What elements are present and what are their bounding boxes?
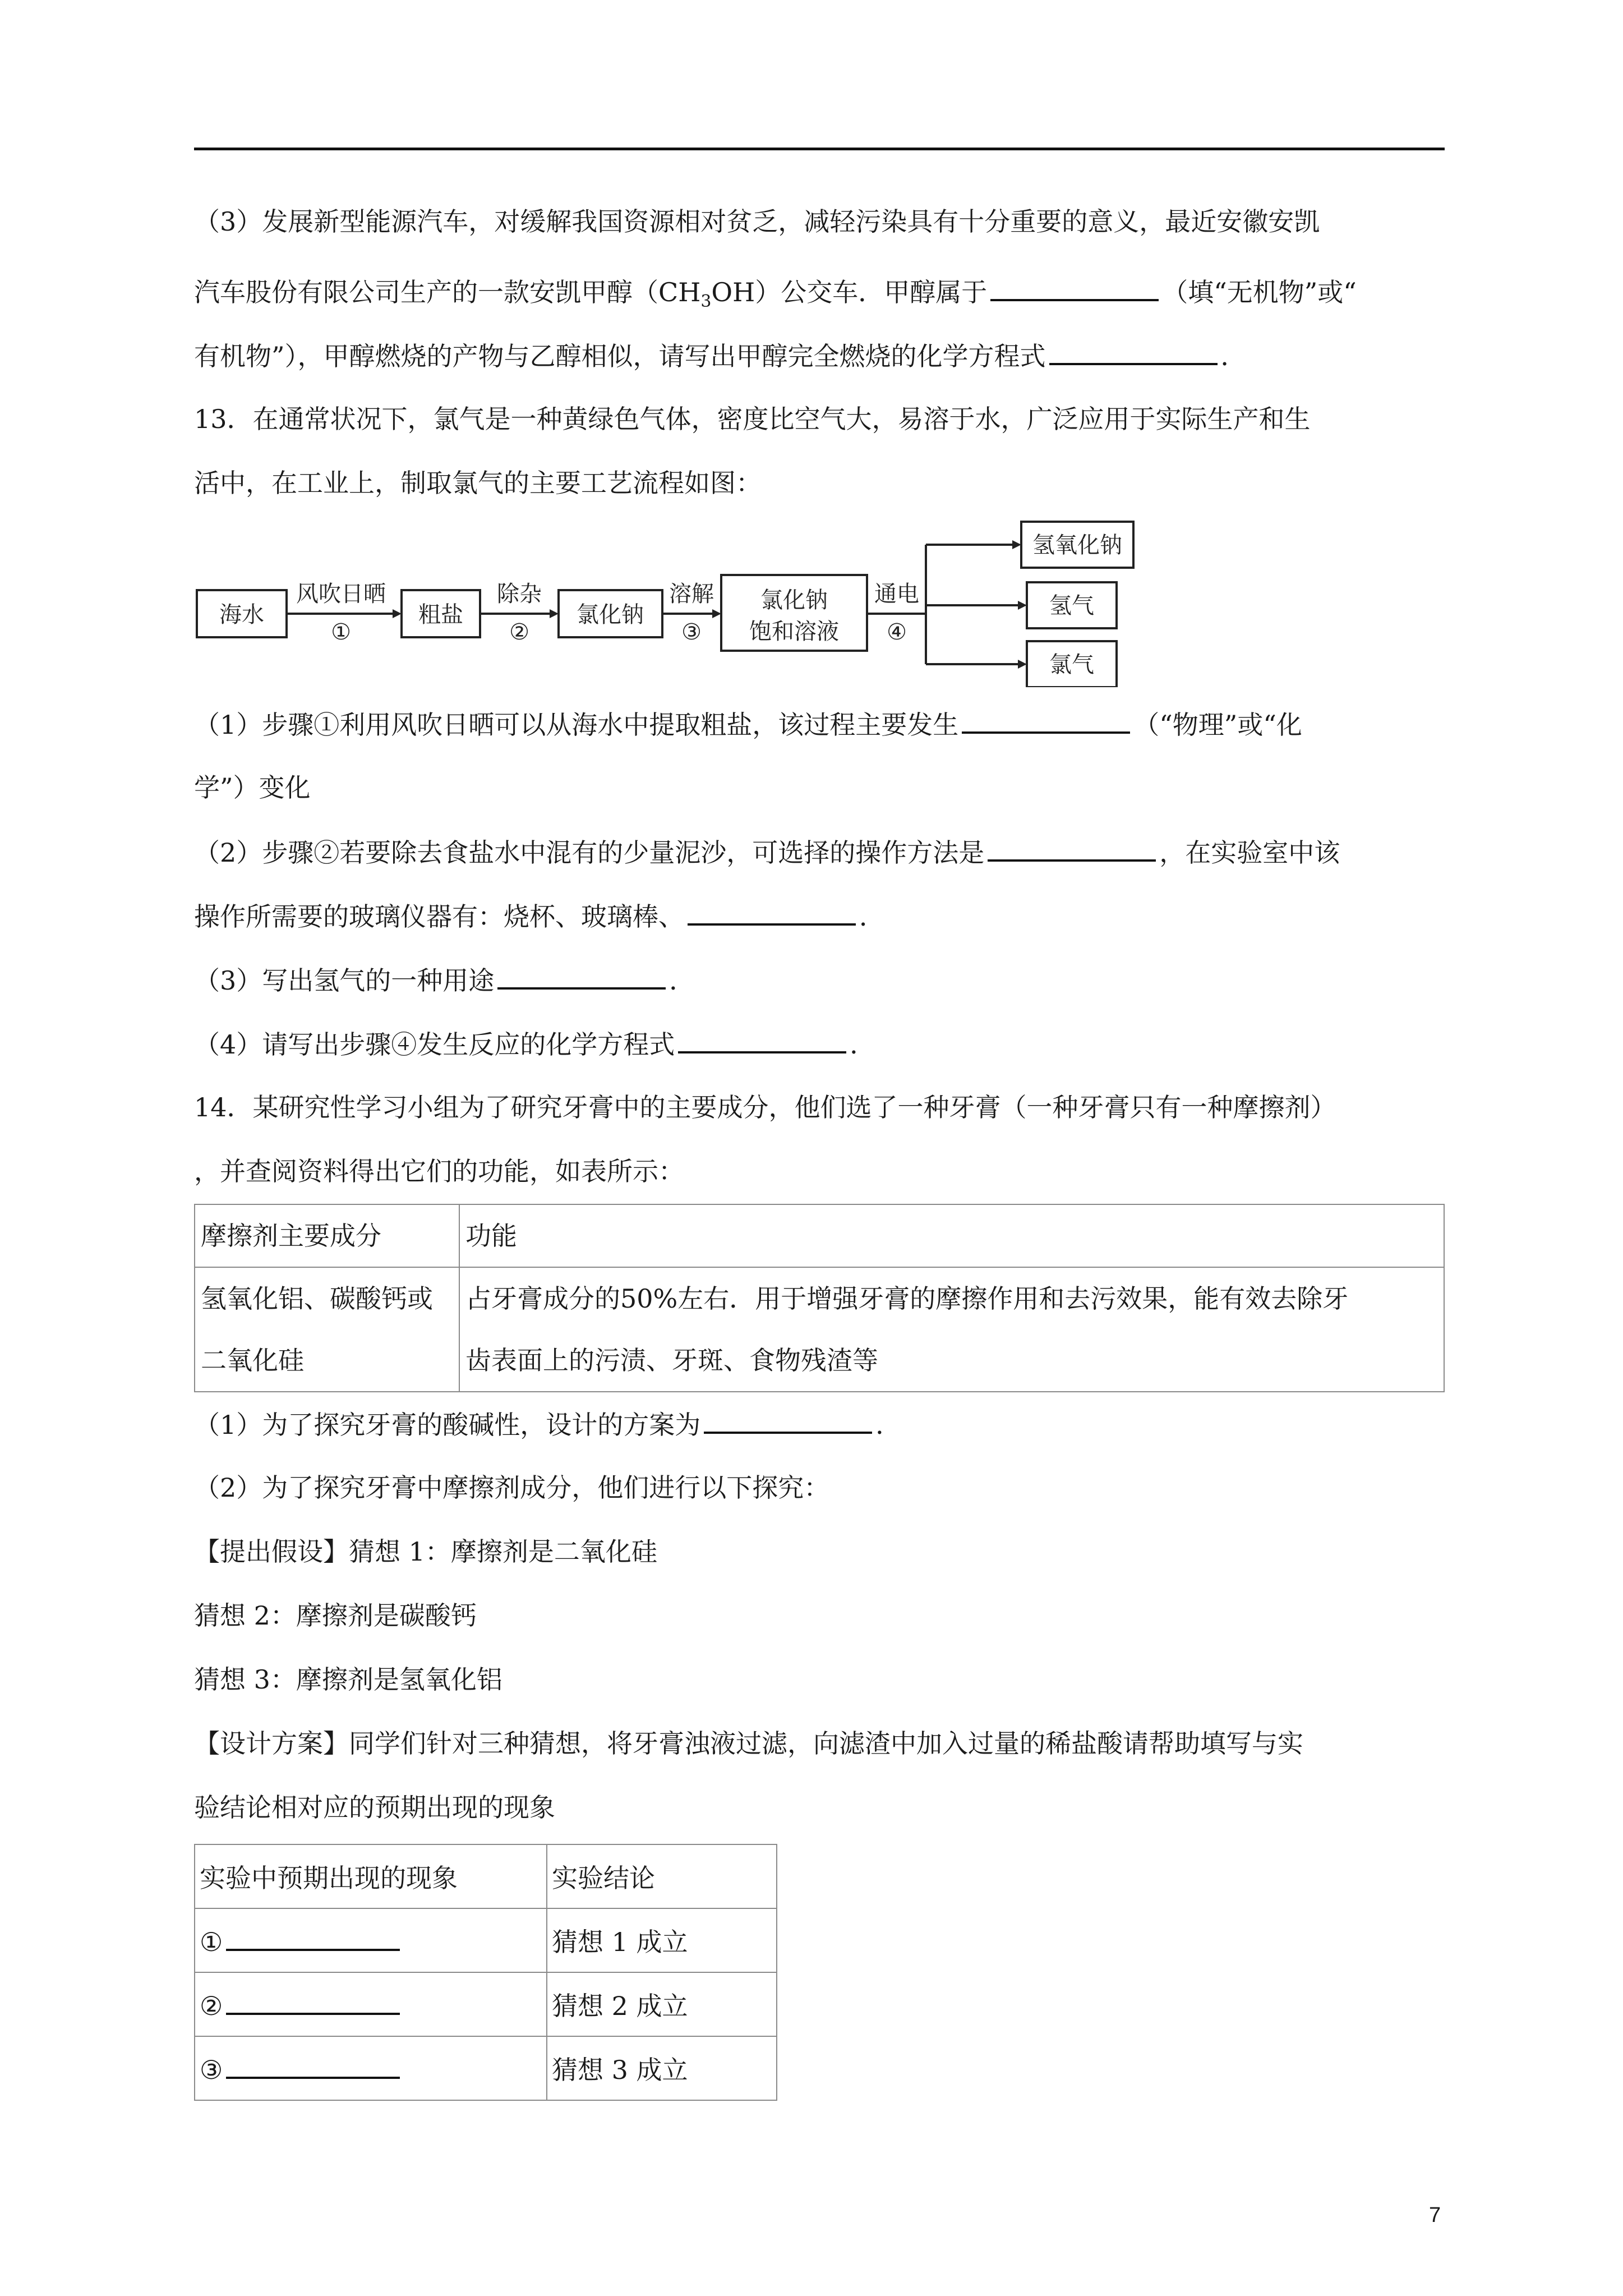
q12-p3-line2: 汽车股份有限公司生产的一款安凯甲醇$(CH_3OH)$公交车．甲醇属于 （填“无机物”或“ — [194, 274, 1357, 319]
q13-line2: 活中，在工业上，制取氯气的主要工艺流程如图： — [194, 468, 762, 498]
q14-line1: 14．某研究性学习小组为了研究牙膏中的主要成分，他们选了一种牙膏（一种牙膏只有一种摩擦剂） — [194, 1092, 1336, 1122]
q13-s2-line1: （2）步骤②若要除去食盐水中混有的少量泥沙，可选择的操作方法是 ，在实验室中该 — [194, 835, 1340, 869]
answer-blank[interactable] — [226, 2052, 400, 2079]
table1-header-component: 摩擦剂主要成分 — [195, 1204, 459, 1267]
q14-design-line1: 【设计方案】同学们针对三种猜想，将牙膏浊液过滤，向滤渣中加入过量的稀盐酸请帮助填写与实 — [194, 1728, 1303, 1759]
table1-header-function: 功能 — [459, 1204, 1444, 1267]
answer-blank[interactable] — [497, 963, 666, 990]
answer-blank[interactable] — [704, 1407, 872, 1434]
table2-header-conclusion: 实验结论 — [547, 1844, 777, 1908]
table2-row2-phenomenon: ② — [195, 1972, 547, 2036]
abrasive-function-table — [194, 1204, 1445, 1392]
table2-row3-phenomenon: ③ — [195, 2036, 547, 2100]
table2-row1-conclusion: 猜想 1 成立 — [547, 1908, 777, 1972]
flow-arrow1-label: 风吹日晒 — [296, 581, 386, 607]
q14-p2: （2）为了探究牙膏中摩擦剂成分，他们进行以下探究： — [194, 1473, 830, 1503]
q13-s2-line2: 操作所需要的玻璃仪器有：烧杯、玻璃棒、 ． — [194, 899, 885, 933]
table2-row3-conclusion: 猜想 3 成立 — [547, 2036, 777, 2100]
answer-blank[interactable] — [678, 1027, 846, 1053]
q13-s3: （3）写出氢气的一种用途 ． — [194, 963, 695, 997]
flow-out3-label: 氯气 — [1049, 652, 1094, 678]
header-rule — [194, 148, 1445, 150]
answer-blank[interactable] — [988, 835, 1156, 862]
table2-header-phenomenon: 实验中预期出现的现象 — [195, 1844, 547, 1908]
flow-crude-salt-label: 粗盐 — [418, 602, 463, 628]
q13-s1-line1: （1）步骤①利用风吹日晒可以从海水中提取粗盐，该过程主要发生 （“物理”或“化 — [194, 707, 1302, 742]
table2-row1-phenomenon: ① — [195, 1908, 547, 1972]
flow-arrow1-step: ① — [331, 619, 351, 645]
flow-seawater-label: 海水 — [219, 602, 264, 628]
flow-solution-label-2: 饱和溶液 — [749, 619, 839, 645]
flow-out1-label: 氢氧化钠 — [1032, 532, 1122, 558]
table1-cell-component: 氢氧化铝、碳酸钙或 二氧化硅 — [195, 1267, 459, 1392]
answer-blank[interactable] — [226, 1988, 400, 2015]
flow-nacl-label: 氯化钠 — [577, 602, 644, 628]
flow-arrow2-step: ② — [509, 619, 529, 645]
q13-s4: （4）请写出步骤④发生反应的化学方程式 ． — [194, 1027, 875, 1061]
q14-hypothesis-1: 【提出假设】猜想 1：摩擦剂是二氧化硅 — [194, 1536, 657, 1567]
flow-arrow3-step: ③ — [681, 619, 702, 645]
flow-solution-label-1: 氯化钠 — [760, 587, 828, 613]
q14-line2: ，并查阅资料得出它们的功能，如表所示： — [194, 1156, 684, 1186]
process-flow-diagram — [194, 519, 1136, 687]
q14-p1: （1）为了探究牙膏的酸碱性，设计的方案为 ． — [194, 1407, 901, 1442]
page-number: 7 — [1429, 2203, 1441, 2227]
flow-arrow2-label: 除杂 — [497, 581, 542, 607]
answer-blank[interactable] — [688, 899, 856, 926]
answer-blank[interactable] — [962, 707, 1130, 734]
flow-out2-label: 氢气 — [1049, 593, 1094, 619]
q14-design-line2: 验结论相对应的预期出现的现象 — [194, 1792, 555, 1823]
flow-arrow4-label: 通电 — [874, 581, 919, 607]
q13-s1-line2: 学”）变化 — [194, 772, 311, 803]
q14-hypothesis-2: 猜想 2：摩擦剂是碳酸钙 — [194, 1600, 477, 1631]
answer-blank[interactable] — [226, 1924, 400, 1951]
table2-row2-conclusion: 猜想 2 成立 — [547, 1972, 777, 2036]
experiment-table — [194, 1844, 777, 2101]
q14-hypothesis-3: 猜想 3：摩擦剂是氢氧化铝 — [194, 1664, 502, 1695]
q12-p3-line3: 有机物”），甲醇燃烧的产物与乙醇相似，请写出甲醇完全燃烧的化学方程式 ． — [194, 338, 1247, 373]
table1-cell-function: 占牙膏成分的50%左右．用于增强牙膏的摩擦作用和去污效果，能有效去除牙 齿表面上的污渍、牙斑、食物残渣等 — [459, 1267, 1444, 1392]
answer-blank[interactable] — [1049, 338, 1218, 365]
flow-arrow3-label: 溶解 — [669, 581, 714, 607]
answer-blank[interactable] — [990, 274, 1159, 301]
flow-arrow4-step: ④ — [887, 619, 907, 645]
q13-line1: 13．在通常状况下，氯气是一种黄绿色气体，密度比空气大，易溶于水，广泛应用于实际生产和生 — [194, 404, 1311, 434]
q12-p3-line1: （3）发展新型能源汽车，对缓解我国资源相对贫乏，减轻污染具有十分重要的意义，最近安徽安凯 — [194, 206, 1320, 237]
